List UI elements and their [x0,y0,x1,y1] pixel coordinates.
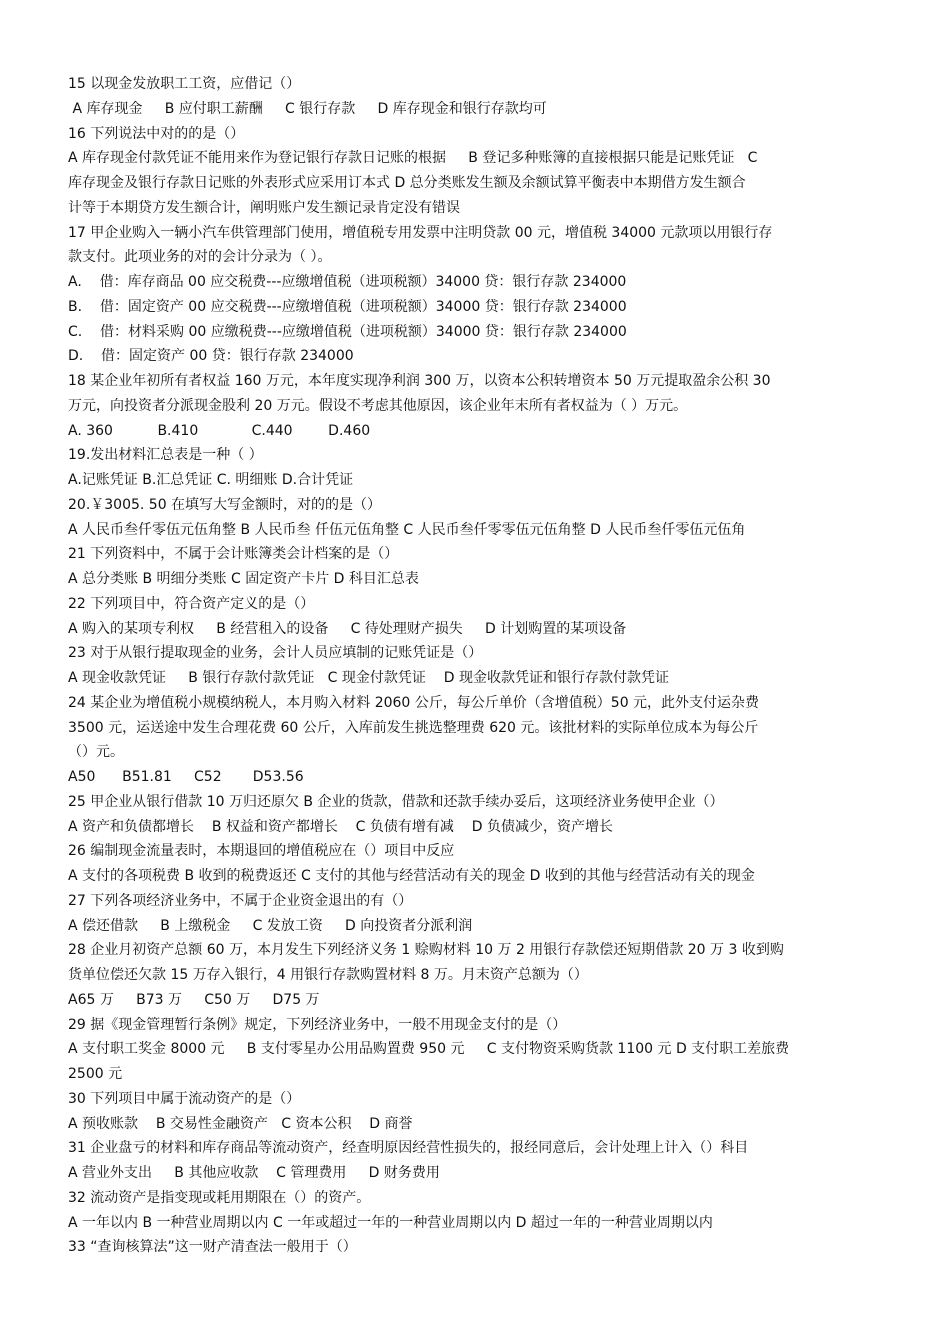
text-line: 28 企业月初资产总额 60 万，本月发生下列经济义务 1 赊购材料 10 万 2 用银行存款偿还短期借款 20 万 3 收到购 [68,942,784,959]
text-line: 2500 元 [68,1066,123,1082]
text-line: 16 下列说法中对的的是（） [68,125,245,142]
text-line: 21 下列资料中，不属于会计账簿类会计档案的是（） [68,546,399,563]
text-line: （）元。 [68,744,124,761]
text-line: A 库存现金付款凭证不能用来作为登记银行存款日记账的根据 B 登记多种账簿的直接根据只能是记账凭证 C [68,150,758,167]
text-line: 18 某企业年初所有者权益 160 万元，本年度实现净利润 300 万，以资本公积转增资本 50 万元提取盈余公积 30 [68,373,771,389]
text-line: 26 编制现金流量表时，本期退回的增值税应在（）项目中反应 [68,843,455,860]
text-line: 库存现金及银行存款日记账的外表形式应采用订本式 D 总分类账发生额及余额试算平衡表中本期借方发生额合 [68,175,746,191]
text-line: A.记账凭证 B.汇总凭证 C. 明细账 D.合计凭证 [68,472,354,488]
text-line: 33 “查询核算法”这一财产清查法一般用于（） [68,1239,357,1256]
text-line: A65 万 B73 万 C50 万 D75 万 [68,991,320,1008]
text-line: 25 甲企业从银行借款 10 万归还原欠 B 企业的货款，借款和还款手续办妥后，这项经济业务使甲企业（） [68,793,724,810]
text-line: 货单位偿还欠款 15 万存入银行，4 用银行存款购置材料 8 万。月末资产总额为（） [68,967,588,983]
text-line: 20.￥3005. 50 在填写大写金额时，对的的是（） [68,496,382,513]
text-line: 23 对于从银行提取现金的业务，会计人员应填制的记账凭证是（） [68,645,483,662]
text-line: A 偿还借款 B 上缴税金 C 发放工资 D 向投资者分派利润 [68,917,473,934]
text-line: B. 借：固定资产 00 应交税费---应缴增值税（进项税额）34000 贷：银行存款 234000 [68,298,627,315]
text-line: A. 360 B.410 C.440 D.460 [68,422,371,439]
text-line: A 支付职工奖金 8000 元 B 支付零星办公用品购置费 950 元 C 支付物资采购货款 1100 元 D 支付职工差旅费 [68,1041,790,1058]
text-line: A 支付的各项税费 B 收到的税费返还 C 支付的其他与经营活动有关的现金 D 收到的其他与经营活动有关的现金 [68,868,755,884]
text-line: 29 据《现金管理暂行条例》规定，下列经济业务中，一般不用现金支付的是（） [68,1016,567,1033]
text-line: A 营业外支出 B 其他应收款 C 管理费用 D 财务费用 [68,1165,440,1181]
text-line: 27 下列各项经济业务中，不属于企业资金退出的有（） [68,892,413,909]
text-line: A 总分类账 B 明细分类账 C 固定资产卡片 D 科目汇总表 [68,571,419,587]
text-line: A 人民币叁仟零伍元伍角整 B 人民币叁 仟伍元伍角整 C 人民币叁仟零零伍元伍角整 D 人民币叁仟零伍元伍角 [68,521,746,538]
text-line: A 库存现金 B 应付职工薪酬 C 银行存款 D 库存现金和银行存款均可 [68,100,547,117]
text-line: 31 企业盘亏的材料和库存商品等流动资产，经查明原因经营性损失的，报经同意后，会计处理上计入（）科目 [68,1140,749,1157]
text-line: 19.发出材料汇总表是一种（ ） [68,447,263,464]
text-line: 30 下列项目中属于流动资产的是（） [68,1090,301,1107]
text-line: 32 流动资产是指变现或耗用期限在（）的资产。 [68,1189,371,1206]
text-line: 3500 元，运送途中发生合理花费 60 公斤，入库前发生挑选整理费 620 元。该批材料的实际单位成本为每公斤 [68,719,759,736]
text-line: 24 某企业为增值税小规模纳税人，本月购入材料 2060 公斤，每公斤单价（含增值税）50 元，此外支付运杂费 [68,694,760,711]
text-line: A 资产和负债都增长 B 权益和资产都增长 C 负债有增有减 D 负债减少，资产增长 [68,818,613,835]
text-line: 17 甲企业购入一辆小汽车供管理部门使用，增值税专用发票中注明贷款 00 元，增值税 34000 元款项以用银行存 [68,224,773,241]
text-line: A 购入的某项专利权 B 经营租入的设备 C 待处理财产损失 D 计划购置的某项设备 [68,620,627,637]
text-line: 万元，向投资者分派现金股利 20 万元。假设不考虑其他原因，该企业年末所有者权益为（ ）万元。 [68,397,688,414]
text-line: A 现金收款凭证 B 银行存款付款凭证 C 现金付款凭证 D 现金收款凭证和银行存款付款凭证 [68,670,669,686]
text-line: 计等于本期贷方发生额合计，阐明账户发生额记录肯定没有错误 [68,199,460,216]
text-line: 15 以现金发放职工工资，应借记（） [68,76,301,92]
text-line: 22 下列项目中，符合资产定义的是（） [68,595,315,612]
text-line: C. 借：材料采购 00 应缴税费---应缴增值税（进项税额）34000 贷：银行存款 234000 [68,323,627,340]
document-page [68,72,886,1260]
text-line: 款支付。此项业务的对的会计分录为（ ）。 [68,249,332,266]
text-line: A 预收账款 B 交易性金融资产 C 资本公积 D 商誉 [68,1115,413,1132]
text-line: A50 B51.81 C52 D53.56 [68,769,304,785]
text-line: D. 借：固定资产 00 贷：银行存款 234000 [68,348,354,365]
text-line: A. 借：库存商品 00 应交税费---应缴增值税（进项税额）34000 贷：银行存款 234000 [68,274,627,290]
text-line: A 一年以内 B 一种营业周期以内 C 一年或超过一年的一种营业周期以内 D 超过一年的一种营业周期以内 [68,1214,713,1231]
